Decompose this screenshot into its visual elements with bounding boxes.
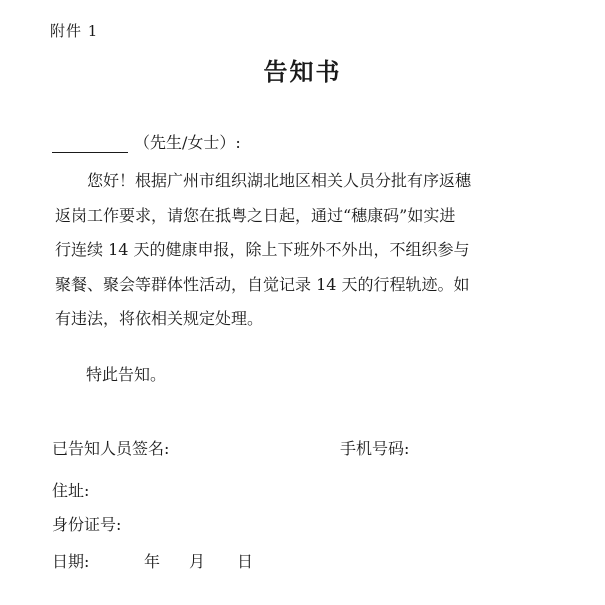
date-field [52, 549, 254, 572]
body-line: 聚餐、聚会等群体性活动，自觉记录 14 天的行程轨迹。如 [55, 274, 470, 294]
year-label: 年 [144, 552, 161, 571]
address-field-label: 住址: [52, 481, 90, 500]
signature-field-label: 已告知人员签名: [52, 439, 170, 458]
name-blank-line[interactable] [52, 136, 128, 153]
body-line: 行连续 14 天的健康申报，除上下班外不外出，不组织参与 [55, 240, 470, 259]
phone-field-label: 手机号码: [340, 439, 410, 458]
body-line: 您好！根据广州市组织湖北地区相关人员分批有序返穗 [55, 171, 472, 190]
body-line: 有违法，将依相关规定处理。 [55, 309, 264, 328]
id-number-field-label: 身份证号: [52, 515, 122, 534]
day-label: 日 [237, 552, 254, 571]
date-field-label: 日期: [52, 552, 90, 571]
month-label: 月 [189, 552, 206, 571]
body-paragraph [55, 164, 555, 337]
attachment-label: 附件 1 [50, 22, 99, 40]
document-title: 告知书 [263, 58, 342, 86]
salutation [52, 130, 241, 153]
closing-text: 特此告知。 [86, 365, 167, 384]
salutation-text: （先生/女士）: [134, 133, 241, 152]
body-line: 返岗工作要求，请您在抵粤之日起，通过“穗康码”如实进 [55, 205, 456, 225]
